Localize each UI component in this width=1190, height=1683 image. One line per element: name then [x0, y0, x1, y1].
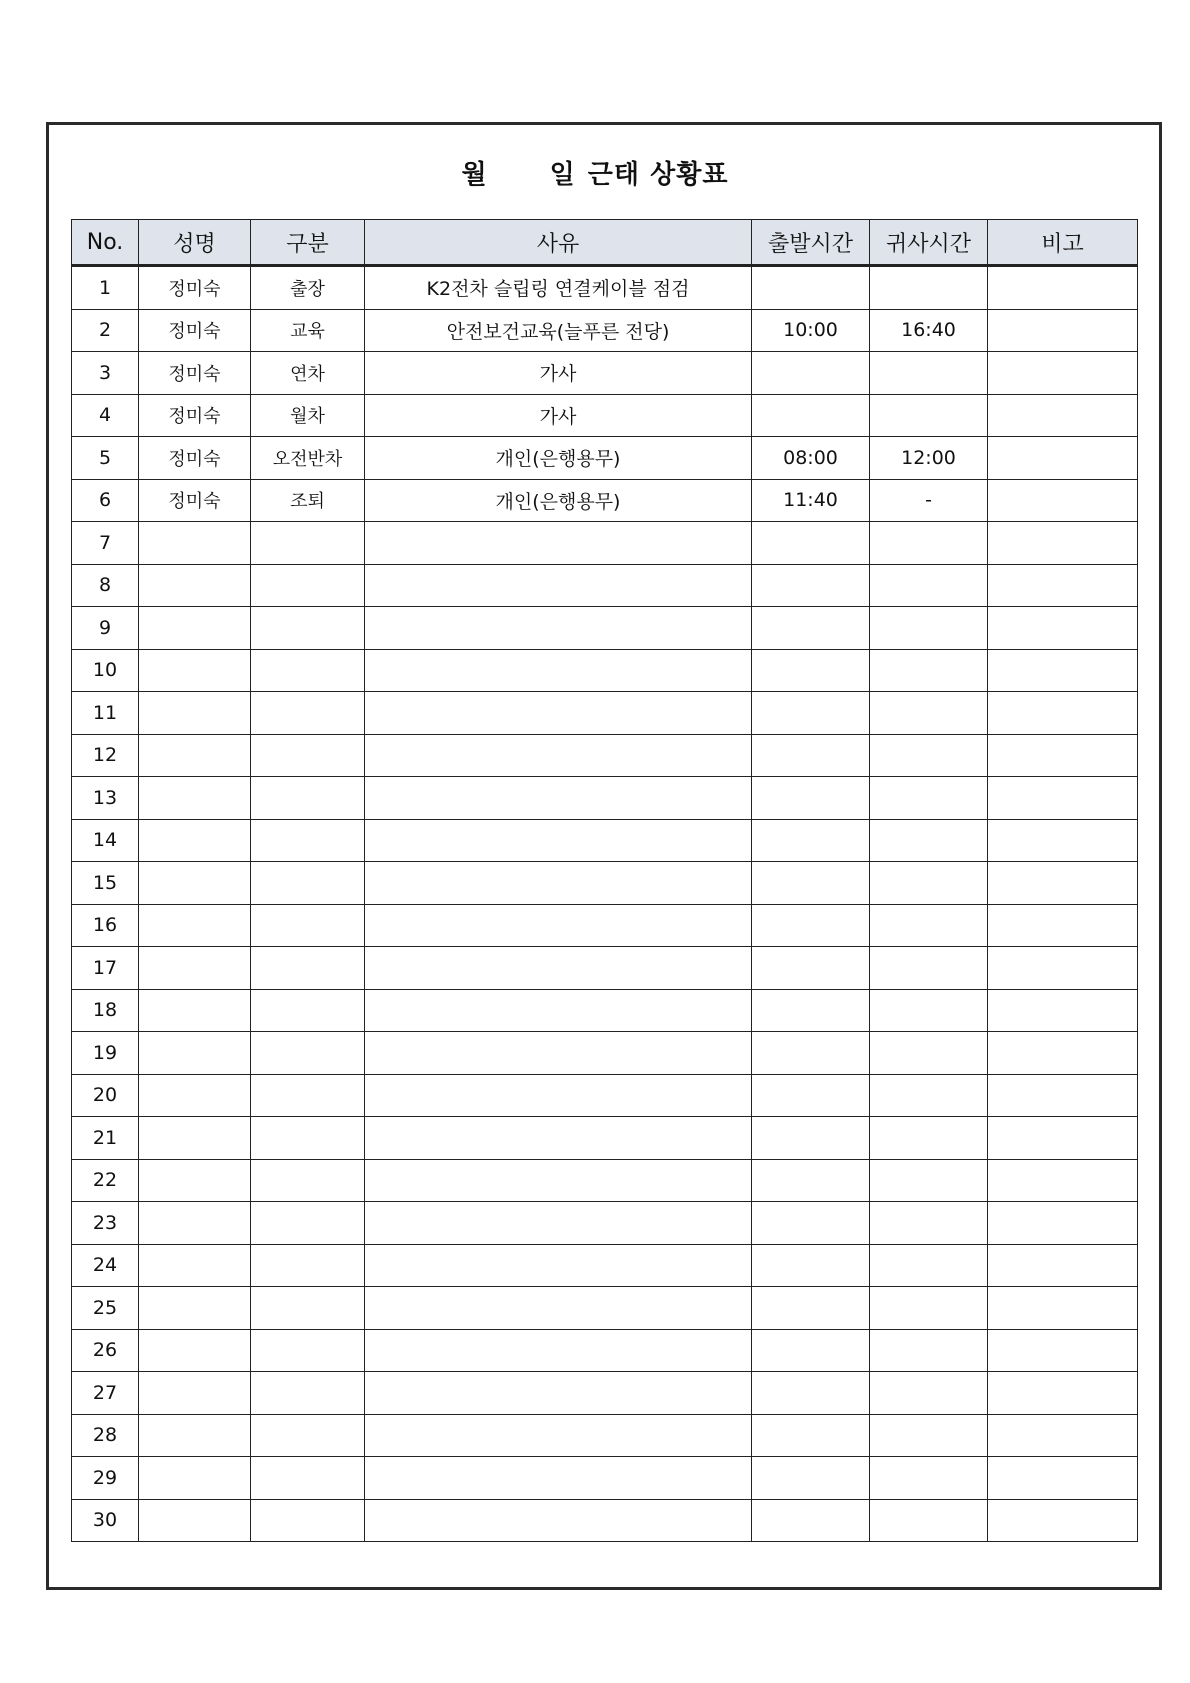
cell-no: 28	[72, 1414, 139, 1457]
cell-no: 20	[72, 1074, 139, 1117]
cell-return-time	[870, 862, 988, 905]
cell-depart-time	[752, 522, 870, 565]
cell-category	[251, 777, 365, 820]
attendance-table	[71, 219, 1138, 1542]
cell-no: 10	[72, 649, 139, 692]
cell-reason	[365, 1372, 752, 1415]
cell-no: 21	[72, 1117, 139, 1160]
cell-category	[251, 947, 365, 990]
cell-return-time	[870, 1457, 988, 1500]
cell-return-time	[870, 1499, 988, 1542]
cell-depart-time	[752, 819, 870, 862]
cell-note	[988, 692, 1138, 735]
cell-note	[988, 437, 1138, 480]
cell-reason: 개인(은행용무)	[365, 479, 752, 522]
cell-no: 27	[72, 1372, 139, 1415]
cell-note	[988, 1032, 1138, 1075]
cell-return-time: 12:00	[870, 437, 988, 480]
table-row	[72, 904, 1138, 947]
cell-note	[988, 1329, 1138, 1372]
cell-category	[251, 1499, 365, 1542]
cell-depart-time	[752, 692, 870, 735]
cell-reason: 개인(은행용무)	[365, 437, 752, 480]
cell-name	[139, 862, 251, 905]
cell-category: 월차	[251, 394, 365, 437]
cell-depart-time	[752, 862, 870, 905]
table-row	[72, 266, 1138, 310]
cell-return-time	[870, 1202, 988, 1245]
cell-no: 29	[72, 1457, 139, 1500]
cell-reason	[365, 1457, 752, 1500]
cell-name	[139, 692, 251, 735]
cell-no: 24	[72, 1244, 139, 1287]
cell-name	[139, 1244, 251, 1287]
cell-return-time: 16:40	[870, 309, 988, 352]
header-name: 성명	[139, 220, 251, 266]
cell-no: 16	[72, 904, 139, 947]
cell-return-time	[870, 1372, 988, 1415]
cell-name	[139, 1499, 251, 1542]
table-row	[72, 819, 1138, 862]
cell-name: 정미숙	[139, 309, 251, 352]
cell-reason	[365, 1244, 752, 1287]
cell-note	[988, 989, 1138, 1032]
cell-reason	[365, 649, 752, 692]
cell-reason	[365, 1032, 752, 1075]
cell-note	[988, 607, 1138, 650]
header-return-time: 귀사시간	[870, 220, 988, 266]
cell-name	[139, 904, 251, 947]
cell-no: 11	[72, 692, 139, 735]
table-row	[72, 437, 1138, 480]
cell-depart-time	[752, 1244, 870, 1287]
cell-reason	[365, 692, 752, 735]
cell-category	[251, 522, 365, 565]
cell-category: 교육	[251, 309, 365, 352]
cell-name	[139, 1117, 251, 1160]
table-row	[72, 1499, 1138, 1542]
title-day: 일	[549, 159, 576, 190]
cell-depart-time	[752, 1329, 870, 1372]
cell-note	[988, 394, 1138, 437]
cell-no: 19	[72, 1032, 139, 1075]
cell-return-time	[870, 522, 988, 565]
cell-category	[251, 1414, 365, 1457]
cell-name: 정미숙	[139, 352, 251, 395]
table-row	[72, 1202, 1138, 1245]
header-category: 구분	[251, 220, 365, 266]
cell-category	[251, 1159, 365, 1202]
table-row	[72, 649, 1138, 692]
cell-reason	[365, 1329, 752, 1372]
cell-category	[251, 1287, 365, 1330]
cell-depart-time	[752, 394, 870, 437]
cell-name	[139, 649, 251, 692]
table-row	[72, 692, 1138, 735]
table-row	[72, 947, 1138, 990]
cell-note	[988, 819, 1138, 862]
cell-no: 17	[72, 947, 139, 990]
cell-no: 30	[72, 1499, 139, 1542]
cell-return-time	[870, 352, 988, 395]
cell-note	[988, 649, 1138, 692]
cell-category	[251, 1117, 365, 1160]
cell-reason	[365, 1414, 752, 1457]
cell-note	[988, 1244, 1138, 1287]
cell-return-time	[870, 947, 988, 990]
table-row	[72, 1329, 1138, 1372]
cell-note	[988, 1457, 1138, 1500]
cell-reason	[365, 1159, 752, 1202]
table-row	[72, 1032, 1138, 1075]
cell-name	[139, 1457, 251, 1500]
cell-depart-time	[752, 1499, 870, 1542]
cell-note	[988, 1372, 1138, 1415]
table-row	[72, 1457, 1138, 1500]
cell-category	[251, 904, 365, 947]
table-row	[72, 777, 1138, 820]
cell-name	[139, 1372, 251, 1415]
cell-no: 14	[72, 819, 139, 862]
cell-reason	[365, 734, 752, 777]
title-month: 월	[461, 159, 488, 190]
cell-note	[988, 352, 1138, 395]
cell-depart-time	[752, 1414, 870, 1457]
cell-return-time	[870, 1159, 988, 1202]
cell-no: 6	[72, 479, 139, 522]
cell-note	[988, 522, 1138, 565]
cell-name	[139, 1159, 251, 1202]
cell-name	[139, 989, 251, 1032]
cell-no: 7	[72, 522, 139, 565]
cell-category: 오전반차	[251, 437, 365, 480]
cell-no: 8	[72, 564, 139, 607]
cell-category	[251, 1457, 365, 1500]
cell-depart-time	[752, 904, 870, 947]
cell-return-time	[870, 1117, 988, 1160]
cell-note	[988, 1202, 1138, 1245]
cell-name	[139, 1287, 251, 1330]
cell-reason	[365, 1287, 752, 1330]
cell-depart-time	[752, 1372, 870, 1415]
cell-depart-time	[752, 1159, 870, 1202]
cell-no: 26	[72, 1329, 139, 1372]
cell-depart-time	[752, 352, 870, 395]
table-row	[72, 1414, 1138, 1457]
cell-return-time: -	[870, 479, 988, 522]
cell-depart-time	[752, 777, 870, 820]
cell-no: 23	[72, 1202, 139, 1245]
cell-return-time	[870, 649, 988, 692]
cell-depart-time	[752, 1074, 870, 1117]
cell-name	[139, 947, 251, 990]
cell-no: 2	[72, 309, 139, 352]
cell-category	[251, 692, 365, 735]
cell-depart-time	[752, 947, 870, 990]
cell-return-time	[870, 777, 988, 820]
table-row	[72, 1244, 1138, 1287]
cell-category	[251, 862, 365, 905]
cell-note	[988, 904, 1138, 947]
cell-no: 18	[72, 989, 139, 1032]
cell-category	[251, 734, 365, 777]
table-row	[72, 309, 1138, 352]
cell-return-time	[870, 692, 988, 735]
cell-note	[988, 1074, 1138, 1117]
cell-reason	[365, 607, 752, 650]
cell-reason	[365, 1074, 752, 1117]
cell-note	[988, 564, 1138, 607]
table-row	[72, 989, 1138, 1032]
table-row	[72, 1117, 1138, 1160]
cell-category: 출장	[251, 266, 365, 310]
cell-name	[139, 819, 251, 862]
cell-reason	[365, 564, 752, 607]
cell-no: 4	[72, 394, 139, 437]
cell-note	[988, 266, 1138, 310]
cell-reason	[365, 1499, 752, 1542]
cell-return-time	[870, 394, 988, 437]
cell-name: 정미숙	[139, 479, 251, 522]
table-row	[72, 479, 1138, 522]
cell-depart-time	[752, 266, 870, 310]
cell-depart-time	[752, 607, 870, 650]
table-row	[72, 607, 1138, 650]
cell-return-time	[870, 819, 988, 862]
cell-note	[988, 1117, 1138, 1160]
cell-no: 9	[72, 607, 139, 650]
cell-category	[251, 564, 365, 607]
cell-no: 1	[72, 266, 139, 310]
cell-reason	[365, 862, 752, 905]
header-no: No.	[72, 220, 139, 266]
table-header-row	[72, 220, 1138, 266]
cell-return-time	[870, 1244, 988, 1287]
cell-no: 15	[72, 862, 139, 905]
cell-name	[139, 734, 251, 777]
cell-category: 조퇴	[251, 479, 365, 522]
table-row	[72, 1074, 1138, 1117]
cell-name: 정미숙	[139, 266, 251, 310]
cell-depart-time	[752, 989, 870, 1032]
cell-reason	[365, 777, 752, 820]
cell-reason	[365, 989, 752, 1032]
cell-no: 13	[72, 777, 139, 820]
cell-depart-time: 11:40	[752, 479, 870, 522]
cell-category	[251, 1244, 365, 1287]
cell-return-time	[870, 989, 988, 1032]
cell-name	[139, 777, 251, 820]
table-row	[72, 1159, 1138, 1202]
cell-name	[139, 1329, 251, 1372]
cell-category	[251, 607, 365, 650]
cell-return-time	[870, 564, 988, 607]
cell-depart-time	[752, 564, 870, 607]
table-row	[72, 1372, 1138, 1415]
cell-note	[988, 1287, 1138, 1330]
cell-depart-time	[752, 649, 870, 692]
cell-name	[139, 564, 251, 607]
table-row	[72, 1287, 1138, 1330]
cell-name: 정미숙	[139, 437, 251, 480]
cell-no: 12	[72, 734, 139, 777]
cell-no: 22	[72, 1159, 139, 1202]
cell-return-time	[870, 1329, 988, 1372]
cell-note	[988, 1414, 1138, 1457]
cell-name	[139, 1414, 251, 1457]
cell-reason: K2전차 슬립링 연결케이블 점검	[365, 266, 752, 310]
cell-note	[988, 947, 1138, 990]
cell-category	[251, 1032, 365, 1075]
header-note: 비고	[988, 220, 1138, 266]
cell-no: 3	[72, 352, 139, 395]
cell-name	[139, 1202, 251, 1245]
table-row	[72, 352, 1138, 395]
title-text: 근태 상황표	[587, 159, 729, 190]
cell-reason	[365, 819, 752, 862]
cell-category: 연차	[251, 352, 365, 395]
cell-depart-time	[752, 1457, 870, 1500]
table-row	[72, 394, 1138, 437]
cell-reason	[365, 522, 752, 565]
header-depart-time: 출발시간	[752, 220, 870, 266]
cell-return-time	[870, 1074, 988, 1117]
cell-depart-time	[752, 1117, 870, 1160]
cell-return-time	[870, 1414, 988, 1457]
cell-depart-time	[752, 734, 870, 777]
cell-depart-time	[752, 1287, 870, 1330]
cell-category	[251, 989, 365, 1032]
cell-reason	[365, 904, 752, 947]
cell-note	[988, 309, 1138, 352]
cell-reason	[365, 1117, 752, 1160]
cell-category	[251, 1202, 365, 1245]
cell-name	[139, 1032, 251, 1075]
cell-no: 25	[72, 1287, 139, 1330]
cell-category	[251, 1372, 365, 1415]
cell-depart-time: 10:00	[752, 309, 870, 352]
cell-category	[251, 649, 365, 692]
cell-note	[988, 734, 1138, 777]
cell-depart-time	[752, 1202, 870, 1245]
cell-reason: 안전보건교육(늘푸른 전당)	[365, 309, 752, 352]
cell-category	[251, 1329, 365, 1372]
cell-reason: 가사	[365, 394, 752, 437]
cell-category	[251, 819, 365, 862]
cell-return-time	[870, 734, 988, 777]
cell-note	[988, 1159, 1138, 1202]
header-reason: 사유	[365, 220, 752, 266]
cell-reason: 가사	[365, 352, 752, 395]
cell-depart-time: 08:00	[752, 437, 870, 480]
cell-name	[139, 522, 251, 565]
cell-note	[988, 777, 1138, 820]
cell-reason	[365, 1202, 752, 1245]
table-body	[72, 266, 1138, 1542]
cell-name	[139, 1074, 251, 1117]
cell-note	[988, 862, 1138, 905]
cell-reason	[365, 947, 752, 990]
cell-return-time	[870, 607, 988, 650]
document-title	[0, 148, 1190, 196]
cell-name: 정미숙	[139, 394, 251, 437]
cell-name	[139, 607, 251, 650]
cell-note	[988, 1499, 1138, 1542]
cell-depart-time	[752, 1032, 870, 1075]
cell-no: 5	[72, 437, 139, 480]
cell-return-time	[870, 1032, 988, 1075]
table-row	[72, 862, 1138, 905]
cell-return-time	[870, 1287, 988, 1330]
cell-category	[251, 1074, 365, 1117]
cell-return-time	[870, 904, 988, 947]
table-row	[72, 522, 1138, 565]
table-row	[72, 734, 1138, 777]
cell-note	[988, 479, 1138, 522]
cell-return-time	[870, 266, 988, 310]
table-row	[72, 564, 1138, 607]
